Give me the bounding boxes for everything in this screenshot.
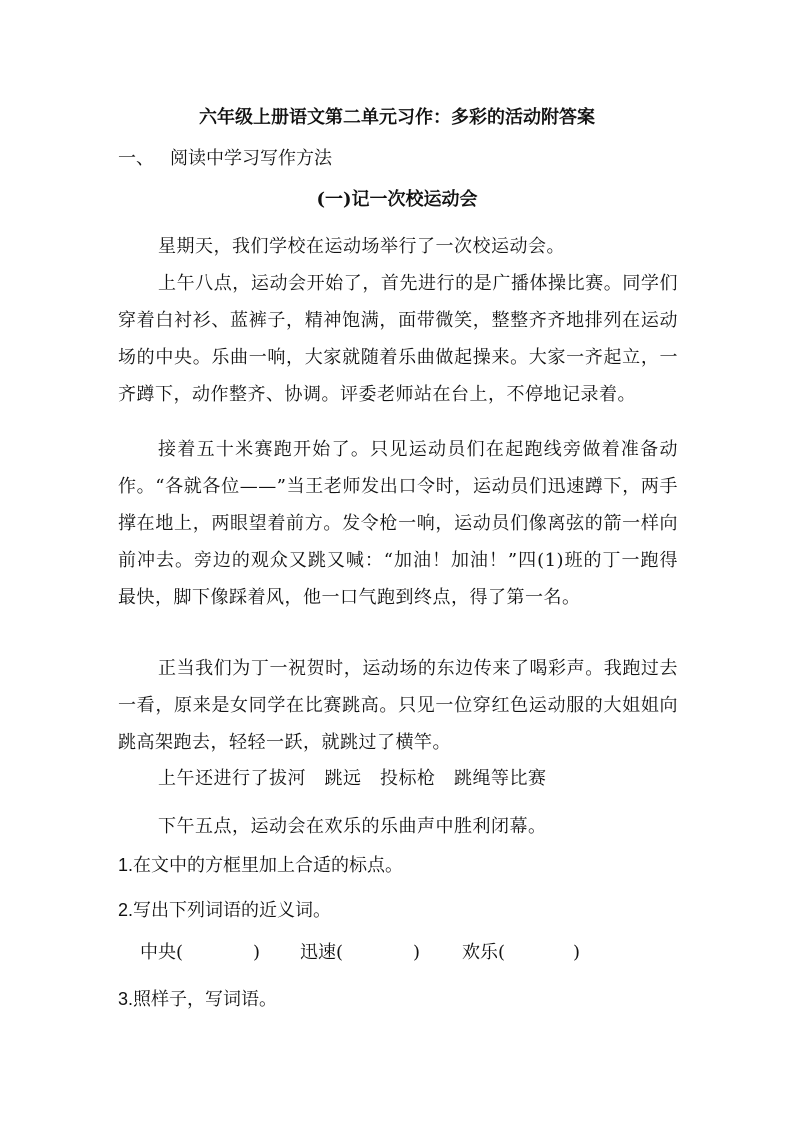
synonym-word: 中央( (140, 942, 184, 963)
synonym-close: ) (413, 942, 421, 963)
paragraph-3: 接着五十米赛跑开始了。只见运动员们在起跑线旁做着准备动作。“各就各位——”当王老师发出口令时，运动员们迅速蹲下，两手撑在地上，两眼望着前方。发令枪一响，运动员们像离弦的箭一样向前冲去。旁边的观众又跳又喊：“加油！加油！”四(1)班的丁一跑得最快，脚下像踩着风，他一口气跑到终点，得了第一名。 (118, 439, 678, 608)
passage-title: (一)记一次校运动会 (316, 189, 478, 210)
synonym-word: 迅速( (300, 942, 344, 963)
synonym-word: 欢乐( (462, 942, 506, 963)
question-number: 2. (118, 900, 134, 920)
question-1 (118, 852, 403, 879)
synonym-item-2 (300, 940, 420, 966)
question-number: 3. (118, 989, 134, 1009)
question-text: 在文中的方框里加上合适的标点。 (133, 855, 404, 876)
section-number: 一、 (118, 148, 154, 169)
question-number: 1. (118, 855, 134, 875)
synonym-close: ) (573, 942, 581, 963)
section-label: 阅读中学习写作方法 (170, 148, 332, 169)
document-title: 六年级上册语文第二单元习作：多彩的活动附答案 (199, 107, 595, 128)
paragraph-5: 上午还进行了拔河 跳远 投标枪 跳绳等比赛 (158, 768, 547, 789)
paragraph-1: 星期天，我们学校在运动场举行了一次校运动会。 (158, 236, 565, 257)
paragraph-4: 正当我们为丁一祝贺时，运动场的东边传来了喝彩声。我跑过去一看，原来是女同学在比赛跳高。只见一位穿红色运动服的大姐姐向跳高架跑去，轻轻一跃，就跳过了横竿。 (118, 658, 678, 753)
question-text: 照样子，写词语。 (133, 989, 278, 1010)
question-text: 写出下列词语的近义词。 (133, 900, 332, 921)
question-2 (118, 897, 331, 924)
question-3 (118, 986, 277, 1013)
synonym-item-3 (462, 940, 580, 966)
paragraph-6: 下午五点，运动会在欢乐的乐曲声中胜利闭幕。 (158, 816, 547, 837)
section-heading (118, 146, 332, 172)
synonym-item-1 (140, 940, 260, 966)
paragraph-2: 上午八点，运动会开始了，首先进行的是广播体操比赛。同学们穿着白衬衫、蓝裤子，精神饱满，面带微笑，整整齐齐地排列在运动场的中央。乐曲一响，大家就随着乐曲做起操来。大家一齐起立，一齐蹲下，动作整齐、协调。评委老师站在台上，不停地记录着。 (118, 273, 678, 405)
synonym-close: ) (253, 942, 261, 963)
